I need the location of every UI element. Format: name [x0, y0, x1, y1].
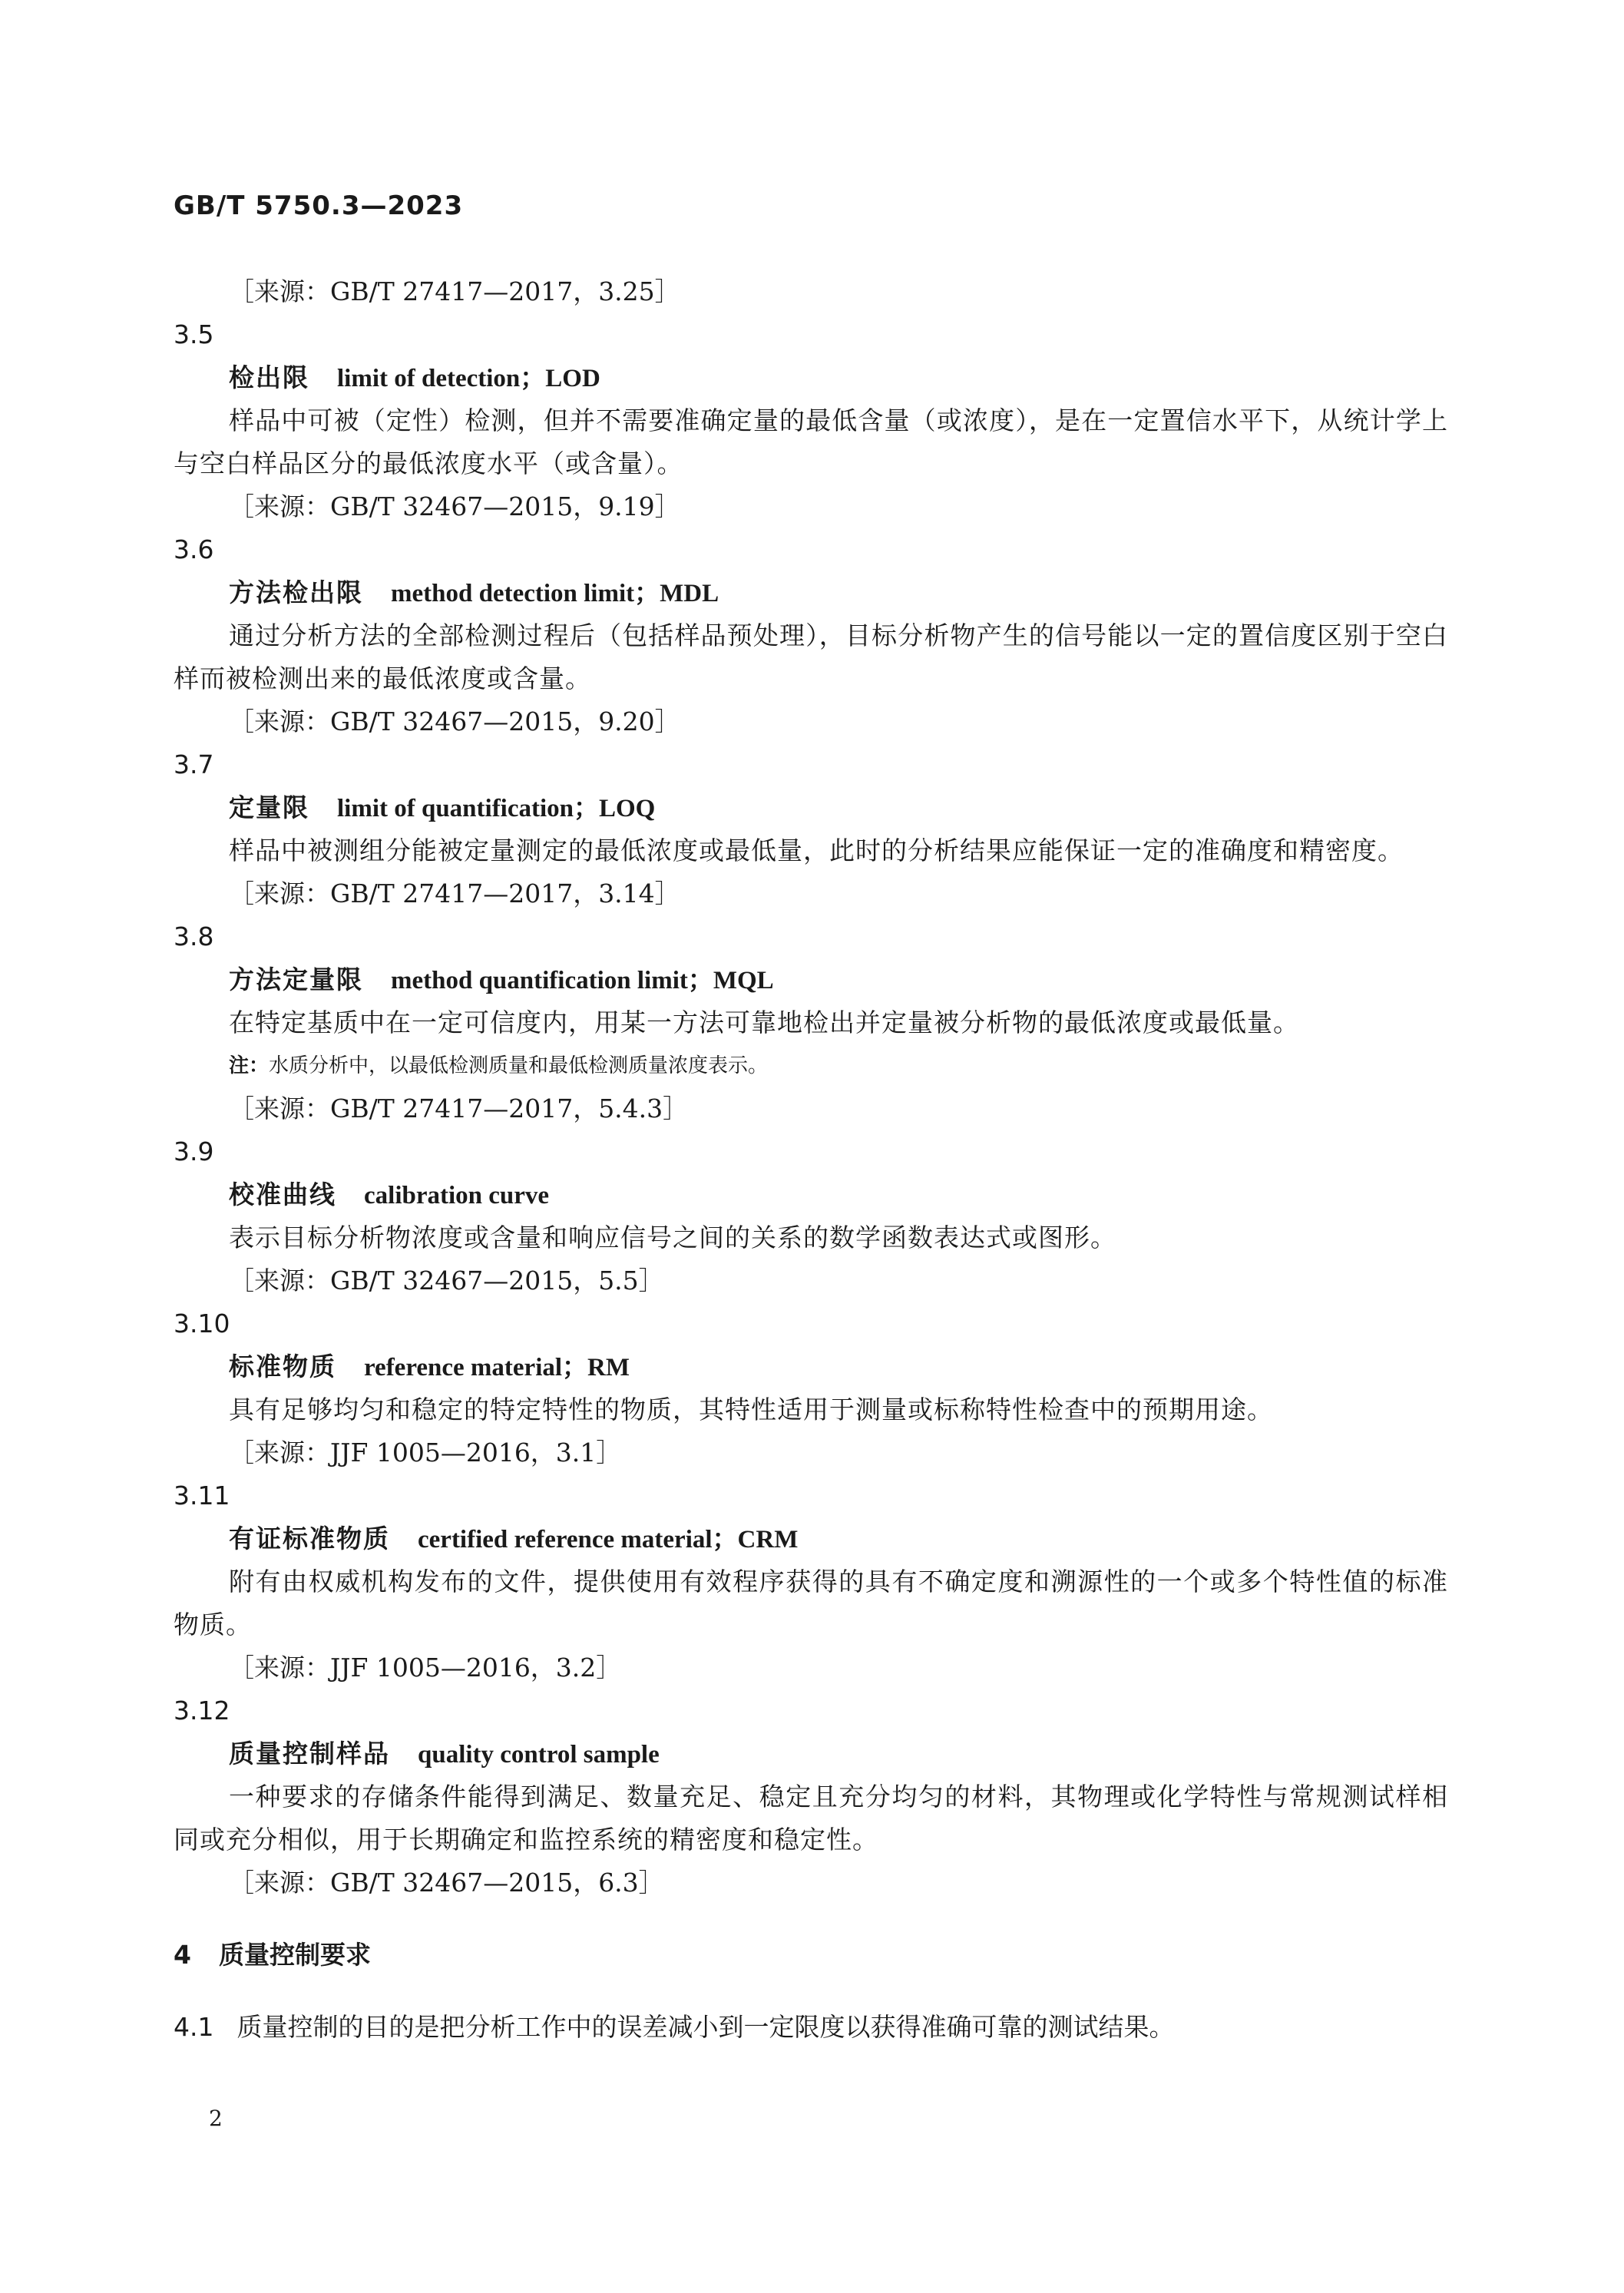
term-source: ［来源：GB/T 27417—2017，5.4.3］ — [229, 1094, 689, 1123]
page-number: 2 — [209, 2106, 223, 2131]
term-number: 3.8 — [174, 922, 214, 951]
term-name-zh: 质量控制样品 — [229, 1739, 390, 1769]
term-source: ［来源：GB/T 27417—2017，3.14］ — [229, 878, 680, 908]
term-name-zh: 有证标准物质 — [229, 1524, 390, 1553]
clause-number: 4.1 — [174, 2012, 214, 2042]
term-name-zh: 校准曲线 — [229, 1180, 336, 1209]
clause — [174, 2006, 1448, 2049]
term-heading — [174, 958, 1448, 1001]
term-name-zh: 定量限 — [229, 792, 309, 822]
term-heading — [174, 1732, 1448, 1775]
term-heading — [174, 1517, 1448, 1560]
term-number: 3.5 — [174, 319, 214, 349]
term-definition: 一种要求的存储条件能得到满足、数量充足、稳定且充分均匀的材料，其物理或化学特性与常规测试样相同或充分相似，用于长期确定和监控系统的精密度和稳定性。 — [174, 1782, 1448, 1855]
term-name-zh: 方法定量限 — [229, 965, 363, 994]
term-source: ［来源：GB/T 27417—2017，3.25］ — [229, 276, 680, 306]
term-definition: 样品中可被（定性）检测，但并不需要准确定量的最低含量（或浓度），是在一定置信水平下，从统计学上与空白样品区分的最低浓度水平（或含量）。 — [174, 405, 1448, 478]
term-heading — [174, 571, 1448, 614]
term-source: ［来源：GB/T 32467—2015，9.19］ — [229, 491, 680, 521]
term-heading — [174, 786, 1448, 829]
term-source: ［来源：JJF 1005—2016，3.2］ — [229, 1653, 622, 1683]
term-heading — [174, 1345, 1448, 1388]
term-number: 3.10 — [174, 1309, 230, 1338]
term-name-zh: 方法检出限 — [229, 577, 363, 607]
term-heading — [174, 1173, 1448, 1216]
note-label: 注： — [229, 1054, 270, 1077]
document-body — [174, 270, 1448, 2049]
term-name-en: method quantification limit；MQL — [391, 967, 774, 994]
term-name-zh: 检出限 — [229, 362, 309, 392]
term-number: 3.6 — [174, 534, 214, 564]
section-title: 质量控制要求 — [218, 1940, 371, 1970]
term-name-en: certified reference material；CRM — [418, 1526, 799, 1553]
term-source: ［来源：GB/T 32467—2015，5.5］ — [229, 1266, 664, 1295]
term-name-en: limit of detection；LOD — [337, 365, 600, 392]
standard-code-header: GB/T 5750.3—2023 — [174, 190, 464, 221]
term-number: 3.11 — [174, 1481, 230, 1510]
term-definition: 表示目标分析物浓度或含量和响应信号之间的关系的数学函数表达式或图形。 — [229, 1223, 1116, 1252]
term-number: 3.12 — [174, 1696, 230, 1726]
term-number: 3.9 — [174, 1137, 214, 1166]
section-number: 4 — [174, 1940, 191, 1970]
term-definition: 通过分析方法的全部检测过程后（包括样品预处理），目标分析物产生的信号能以一定的置信度区别于空白样而被检测出来的最低浓度或含量。 — [174, 620, 1448, 693]
term-name-zh: 标准物质 — [229, 1352, 336, 1381]
term-definition: 具有足够均匀和稳定的特定特性的物质，其特性适用于测量或标称特性检查中的预期用途。 — [229, 1395, 1273, 1424]
clause-text: 质量控制的目的是把分析工作中的误差减小到一定限度以获得准确可靠的测试结果。 — [236, 2012, 1175, 2042]
section-heading — [174, 1934, 1448, 1977]
term-name-en: reference material；RM — [364, 1354, 630, 1381]
term-definition: 在特定基质中在一定可信度内，用某一方法可靠地检出并定量被分析物的最低浓度或最低量。 — [229, 1008, 1299, 1037]
term-source: ［来源：GB/T 32467—2015，6.3］ — [229, 1868, 664, 1898]
term-source: ［来源：GB/T 32467—2015，9.20］ — [229, 706, 680, 736]
term-name-en: limit of quantification；LOQ — [337, 795, 656, 822]
term-note — [174, 1044, 1448, 1087]
term-definition: 附有由权威机构发布的文件，提供使用有效程序获得的具有不确定度和溯源性的一个或多个特性值的标准物质。 — [174, 1567, 1448, 1640]
term-name-en: calibration curve — [364, 1182, 550, 1209]
note-text: 水质分析中，以最低检测质量和最低检测质量浓度表示。 — [269, 1054, 769, 1077]
term-name-en: quality control sample — [418, 1741, 660, 1769]
term-heading — [174, 356, 1448, 399]
term-source: ［来源：JJF 1005—2016，3.1］ — [229, 1438, 622, 1467]
term-number: 3.7 — [174, 749, 214, 779]
term-name-en: method detection limit；MDL — [391, 580, 719, 607]
term-definition: 样品中被测组分能被定量测定的最低浓度或最低量，此时的分析结果应能保证一定的准确度和精密度。 — [229, 835, 1404, 865]
